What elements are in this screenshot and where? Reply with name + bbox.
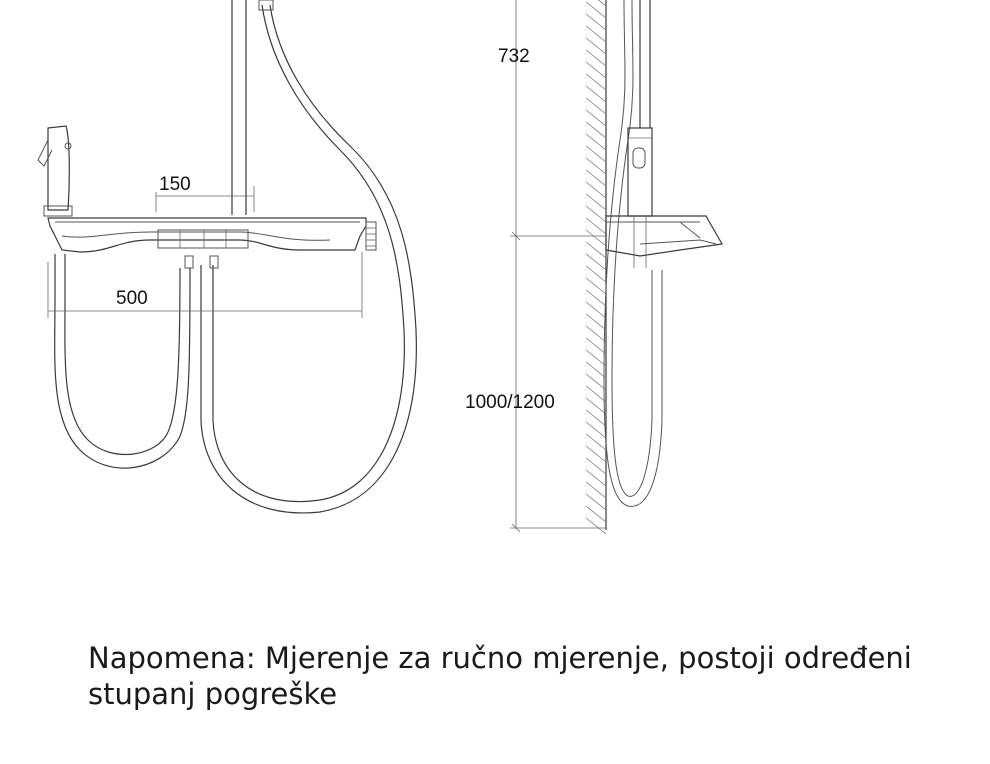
wall-hatch-line — [586, 374, 606, 390]
wall-hatch-line — [586, 506, 606, 522]
wall-hatch-line — [586, 242, 606, 258]
dimension-height-line — [465, 0, 606, 532]
wall-hatch-line — [586, 458, 606, 474]
side-pipe — [604, 0, 662, 506]
dimension-150-label: 150 — [159, 174, 191, 195]
dimension-500 — [48, 252, 362, 318]
bidet-hose — [55, 254, 190, 468]
side-bidet-holder — [628, 128, 652, 216]
wall-hatch-line — [586, 158, 606, 174]
wall-hatch-line — [586, 146, 606, 162]
wall-hatch-line — [586, 266, 606, 282]
wall-hatch-line — [586, 26, 606, 42]
wall-hatch-line — [586, 470, 606, 486]
wall-hatch-line — [586, 410, 606, 426]
front-view — [38, 0, 416, 513]
wall-hatch-line — [586, 50, 606, 66]
wall-hatch-line — [586, 386, 606, 402]
wall-hatch-line — [586, 0, 606, 6]
wall-hatch-line — [586, 218, 606, 234]
wall-hatch-line — [586, 350, 606, 366]
wall-hatch-line — [586, 74, 606, 90]
side-shelf — [606, 216, 722, 268]
vertical-pipe — [232, 0, 246, 215]
wall-hatch-line — [586, 494, 606, 510]
shelf-mixer-body — [48, 218, 376, 268]
wall-hatch-line — [586, 206, 606, 222]
wall — [586, 0, 606, 534]
wall-hatch-line — [586, 446, 606, 462]
wall-hatch-line — [586, 434, 606, 450]
wall-hatch-line — [586, 98, 606, 114]
dimension-150 — [156, 174, 254, 212]
wall-hatch-line — [586, 338, 606, 354]
wall-hatch-line — [586, 482, 606, 498]
measurement-note: Napomena: Mjerenje za ručno mjerenje, postoji određeni stupanj pogreške — [88, 641, 912, 711]
wall-hatch-line — [586, 398, 606, 414]
dimension-732-label: 732 — [498, 46, 530, 67]
dimension-500-label: 500 — [116, 288, 148, 309]
dimension-1000-1200-label: 1000/1200 — [465, 392, 555, 413]
wall-hatch-line — [586, 230, 606, 246]
wall-hatch-line — [586, 254, 606, 270]
wall-hatch-line — [586, 38, 606, 54]
wall-hatch-line — [586, 110, 606, 126]
wall-hatch-line — [586, 302, 606, 318]
wall-hatch-line — [586, 314, 606, 330]
wall-hatch-line — [586, 290, 606, 306]
wall-hatch-line — [586, 14, 606, 30]
wall-hatch-line — [586, 422, 606, 438]
hand-shower-hose — [201, 0, 416, 513]
wall-hatch-line — [586, 2, 606, 18]
wall-hatch-line — [586, 362, 606, 378]
wall-hatch-line — [586, 182, 606, 198]
side-view — [465, 0, 722, 534]
wall-hatch-line — [586, 170, 606, 186]
wall-hatch-line — [586, 194, 606, 210]
wall-hatch-line — [586, 278, 606, 294]
wall-hatch-line — [586, 86, 606, 102]
bidet-sprayer — [38, 126, 72, 216]
wall-hatch-line — [586, 122, 606, 138]
wall-hatch-line — [586, 62, 606, 78]
wall-hatch-line — [586, 518, 606, 534]
wall-hatch-line — [586, 134, 606, 150]
wall-hatch-line — [586, 326, 606, 342]
